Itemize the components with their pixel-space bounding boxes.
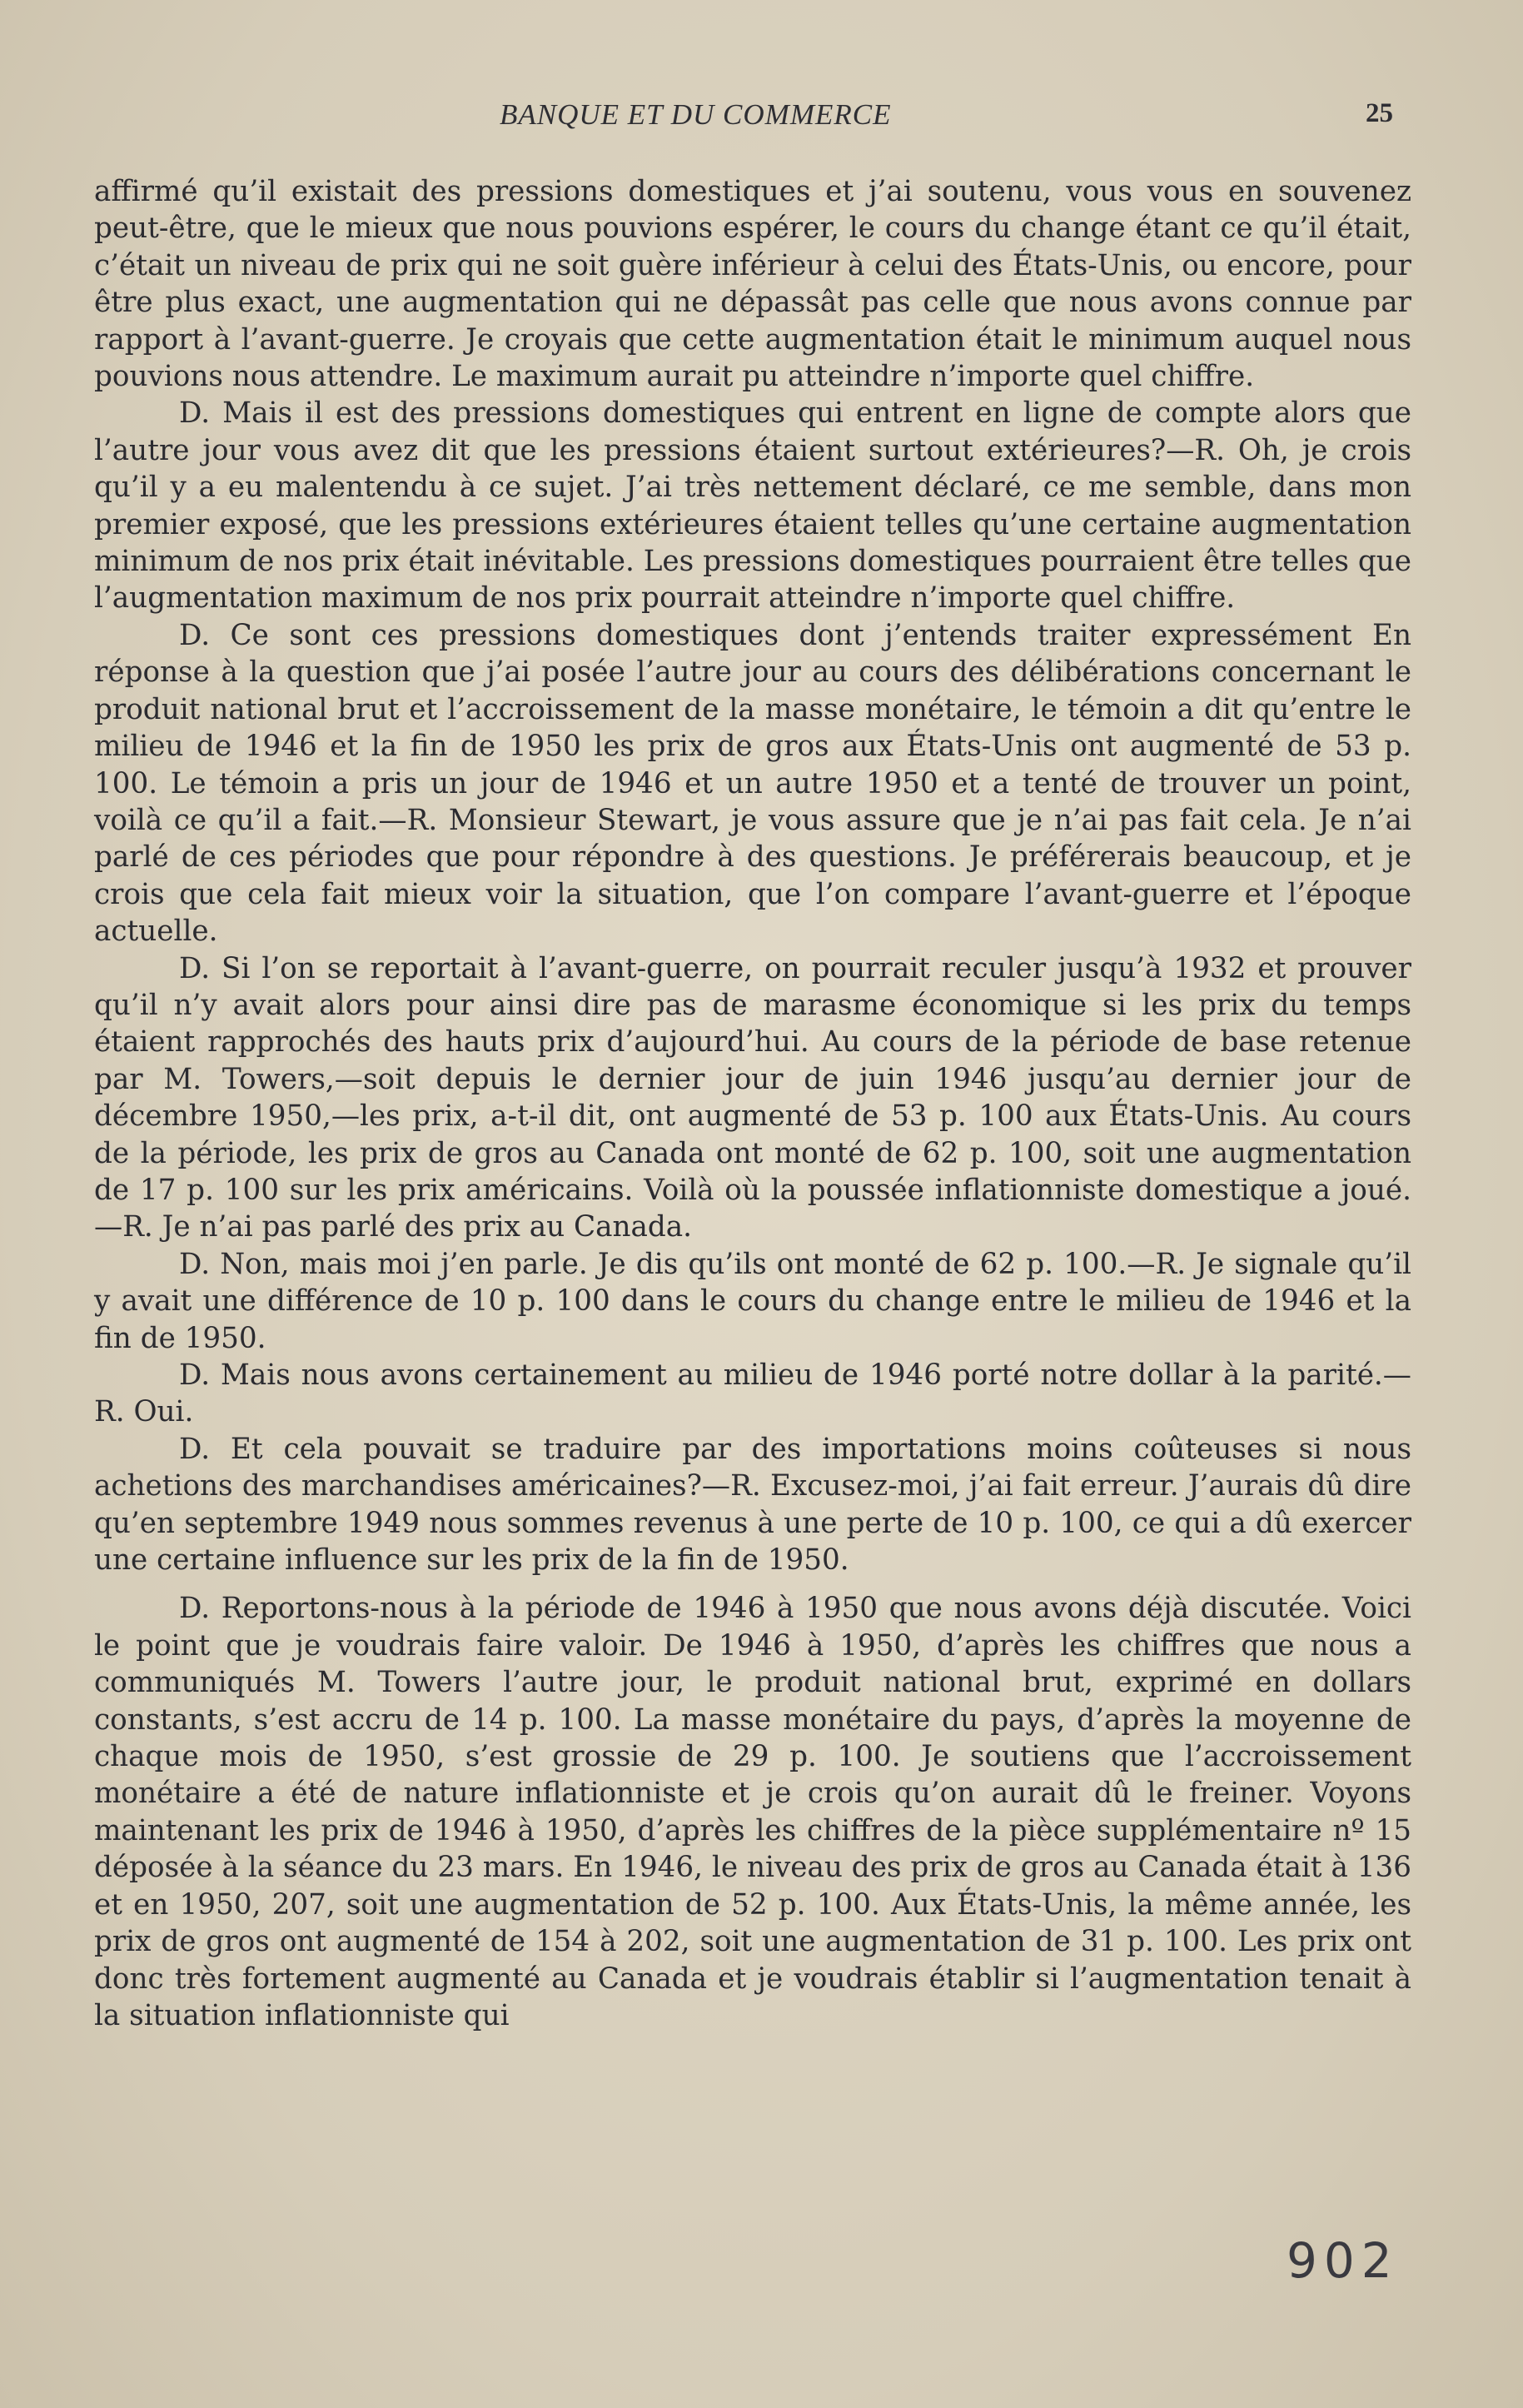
paragraph: D. Reportons-nous à la période de 1946 à 1950 que nous avons déjà discutée. Voici le point que je voudrais faire valoir. De 1946 à 1950, d’après les chiffres que nous a communiqués M. Towers l’autre jour, le produit national brut, exprimé en dollars constants, s’est accru de 14 p. 100. La masse monétaire du pays, d’après la moyenne de chaque mois de 1950, s’est grossie de 29 p. 100. Je soutiens que l’accroissement monétaire a été de nature inflationniste et je crois qu’on aurait dû le freiner. Voyons maintenant les prix de 1946 à 1950, d’après les chiffres de la pièce supplémentaire nº 15 déposée à la séance du 23 mars. En 1946, le niveau des prix de gros au Canada était à 136 et en 1950, 207, soit une augmentation de 52 p. 100. Aux États-Unis, la même année, les prix de gros ont augmenté de 154 à 202, soit une augmentation de 31 p. 100. Les prix ont donc très fortement augmenté au Canada et je voudrais établir si l’augmentation tenait à la situation inflationniste qui — [94, 1592, 1411, 2032]
folio-number: 902 — [1287, 2232, 1399, 2289]
running-title: BANQUE ET DU COMMERCE — [500, 98, 892, 131]
paragraph: D. Mais nous avons certainement au milieu de 1946 porté notre dollar à la parité.—R. Oui. — [94, 1359, 1411, 1429]
paragraph: D. Si l’on se reportait à l’avant-guerre, on pourrait reculer jusqu’à 1932 et prouver qu’il n’y avait alors pour ainsi dire pas de marasme économique si les prix du temps étaient rapprochés des hauts prix d’aujourd’hui. Au cours de la période de base retenue par M. Towers,—soit depuis le dernier jour de juin 1946 jusqu’au dernier jour de décembre 1950,—les prix, a-t-il dit, ont augmenté de 53 p. 100 aux États-Unis. Au cours de la période, les prix de gros au Canada ont monté de 62 p. 100, soit une augmentation de 17 p. 100 sur les prix américains. Voilà où la poussée inflationniste domestique a joué.—R. Je n’ai pas parlé des prix au Canada. — [94, 951, 1411, 1244]
body-text — [94, 173, 1411, 2034]
paragraph: D. Non, mais moi j’en parle. Je dis qu’ils ont monté de 62 p. 100.—R. Je signale qu’il y avait une différence de 10 p. 100 dans le cours du change entre le milieu de 1946 et la fin de 1950. — [94, 1247, 1411, 1355]
paragraph: D. Ce sont ces pressions domestiques dont j’entends traiter expressément En réponse à la question que j’ai posée l’autre jour au cours des délibérations concernant le produit national brut et l’accroissement de la masse monétaire, le témoin a dit qu’entre le milieu de 1946 et la fin de 1950 les prix de gros aux États-Unis ont augmenté de 53 p. 100. Le témoin a pris un jour de 1946 et un autre 1950 et a tenté de trouver un point, voilà ce qu’il a fait.—R. Monsieur Stewart, je vous assure que je n’ai pas fait cela. Je n’ai parlé de ces périodes que pour répondre à des questions. Je préférerais beaucoup, et je crois que cela fait mieux voir la situation, que l’on compare l’avant-guerre et l’époque actuelle. — [94, 618, 1411, 949]
page-number: 25 — [1366, 98, 1393, 128]
paragraph: affirmé qu’il existait des pressions domestiques et j’ai soutenu, vous vous en souvenez peut-être, que le mieux que nous pouvions espérer, le cours du change étant ce qu’il était, c’était un niveau de prix qui ne soit guère inférieur à celui des États-Unis, ou encore, pour être plus exact, une augmentation qui ne dépassât pas celle que nous avons connue par rapport à l’avant-guerre. Je croyais que cette augmentation était le minimum auquel nous pouvions nous attendre. Le maximum aurait pu atteindre n’importe quel chiffre. — [94, 175, 1411, 394]
paragraph: D. Mais il est des pressions domestiques qui entrent en ligne de compte alors que l’autre jour vous avez dit que les pressions étaient surtout extérieures?—R. Oh, je crois qu’il y a eu malentendu à ce sujet. J’ai très nettement déclaré, ce me semble, dans mon premier exposé, que les pressions extérieures étaient telles qu’une certaine augmentation minimum de nos prix était inévitable. Les pressions domestiques pourraient être telles que l’augmentation maximum de nos prix pourrait atteindre n’importe quel chiffre. — [94, 396, 1411, 616]
running-head — [0, 98, 1523, 137]
paragraph: D. Et cela pouvait se traduire par des importations moins coûteuses si nous achetions des marchandises américaines?—R. Excusez-moi, j’ai fait erreur. J’aurais dû dire qu’en septembre 1949 nous sommes revenus à une perte de 10 p. 100, ce qui a dû exercer une certaine influence sur les prix de la fin de 1950. — [94, 1432, 1411, 1578]
